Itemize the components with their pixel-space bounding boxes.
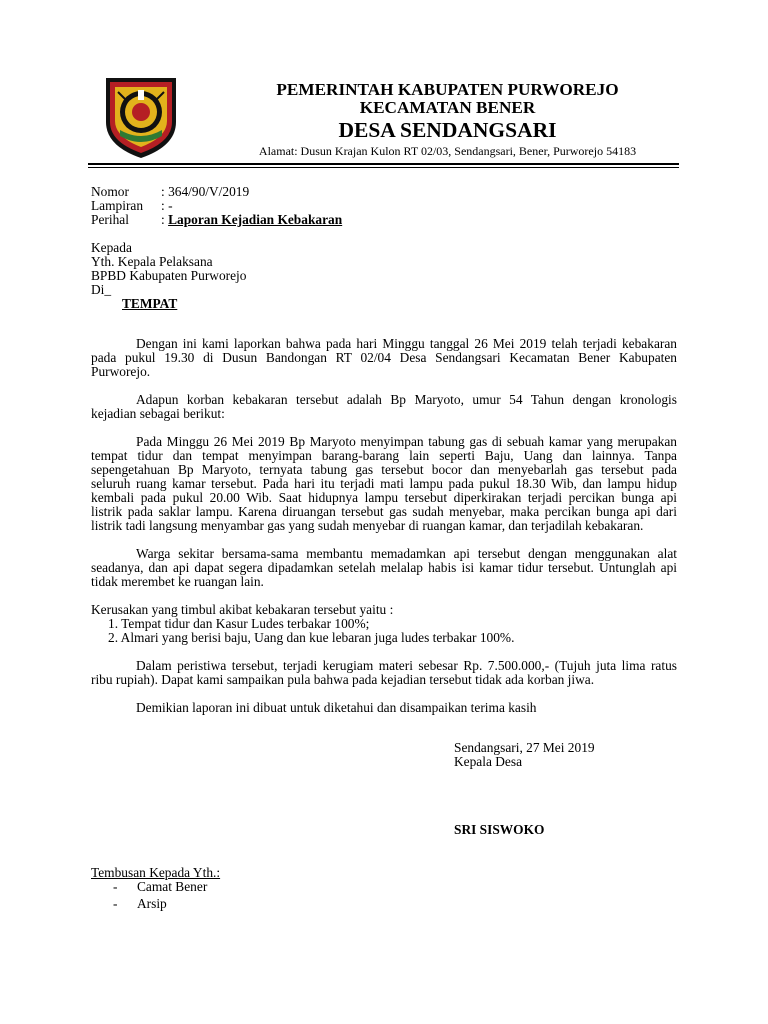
nomor-value: : 364/90/V/2019: [161, 184, 250, 199]
signature-name: SRI SISWOKO: [454, 822, 545, 837]
letterhead-rule: [88, 163, 679, 165]
paragraph-3-line7: listrik tadi langsung menyambar gas yang sudah menyebar di ruangan kamar, dan terjadilah kebakaran.: [91, 518, 644, 533]
nomor-label: Nomor: [91, 184, 129, 199]
regency-coat-of-arms-logo: [96, 70, 186, 160]
paragraph-1-line2: pada pukul 19.30 di Dusun Bandongan RT 02/04 Desa Sendangsari Kecamatan Bener Kabupaten: [91, 350, 677, 365]
cc-heading: Tembusan Kepada Yth.:: [91, 865, 221, 880]
lampiran-value: : -: [161, 198, 173, 213]
cc-item-1: Camat Bener: [137, 879, 208, 894]
cc-bullet-2: -: [113, 896, 118, 911]
damage-intro: Kerusakan yang timbul akibat kebakaran tersebut yaitu :: [91, 602, 394, 617]
closing-line: Demikian laporan ini dibuat untuk diketahui dan disampaikan terima kasih: [136, 700, 537, 715]
perihal-field: [161, 213, 342, 228]
perihal-value: Laporan Kejadian Kebakaran: [168, 212, 343, 227]
cc-item-2: Arsip: [137, 896, 167, 911]
letterhead-village: DESA SENDANGSARI: [338, 118, 557, 142]
paragraph-6-line1: Dalam peristiwa tersebut, terjadi kerugiam materi sebesar Rp. 7.500.000,- (Tujuh juta lima ratus: [136, 658, 677, 673]
paragraph-3-line4: seluruh ruang kamar tersebut. Pada hari itu terjadi mati lampu pada pukul 18.30 Wib, dan lampu hidup: [91, 476, 677, 491]
recipient-tempat: TEMPAT: [122, 296, 178, 311]
paragraph-4-line1: Warga sekitar bersama-sama membantu memadamkan api tersebut dengan menggunakan alat: [136, 546, 677, 561]
paragraph-3-line2: tempat tidur dan tempat menyimpan barang-barang lain seperti Baju, Uang dan lainnya. Tanpa: [91, 448, 677, 463]
letterhead-rule-thin: [88, 167, 679, 168]
recipient-line2: BPBD Kabupaten Purworejo: [91, 268, 247, 283]
signature-place-date: Sendangsari, 27 Mei 2019: [454, 740, 595, 755]
paragraph-6-line2: ribu rupiah). Dapat kami sampaikan pula bahwa pada kejadian tersebut tidak ada korban jiwa.: [91, 672, 595, 687]
paragraph-1-line3: Purworejo.: [91, 364, 151, 379]
perihal-colon: :: [161, 212, 169, 227]
recipient-line3: Di_: [91, 282, 112, 297]
recipient-kepada: Kepada: [91, 240, 132, 255]
paragraph-2-line1: Adapun korban kebakaran tersebut adalah Bp Maryoto, umur 54 Tahun dengan kronologis: [136, 392, 677, 407]
paragraph-4-line2: seadanya, dan api dapat segera dipadamkan setelah melalap habis isi kamar tidur tersebut. Untunglah api: [91, 560, 677, 575]
perihal-label: Perihal: [91, 212, 129, 227]
lampiran-label: Lampiran: [91, 198, 144, 213]
paragraph-3-line3: sepengetahuan Bp Maryoto, ternyata tabung gas tersebut bocor dan menyebarlah gas tersebut pada: [91, 462, 677, 477]
paragraph-1-line1: Dengan ini kami laporkan bahwa pada hari Minggu tanggal 26 Mei 2019 telah terjadi kebakaran: [136, 336, 677, 351]
signature-title: Kepala Desa: [454, 754, 523, 769]
damage-item-2: 2. Almari yang berisi baju, Uang dan kue lebaran juga ludes terbakar 100%.: [108, 630, 515, 645]
letterhead-address: Alamat: Dusun Krajan Kulon RT 02/03, Sendangsari, Bener, Purworejo 54183: [258, 144, 637, 158]
recipient-line1: Yth. Kepala Pelaksana: [91, 254, 213, 269]
cc-bullet-1: -: [113, 879, 118, 894]
paragraph-3-line5: kembali pada pukul 20.00 Wib. Saat hidupnya lampu tersebut diperkirakan terjadi percikan bunga api: [91, 490, 677, 505]
damage-item-1: 1. Tempat tidur dan Kasur Ludes terbakar 100%;: [108, 616, 370, 631]
paragraph-4-line3: tidak merembet ke ruangan lain.: [91, 574, 264, 589]
letterhead-government: PEMERINTAH KABUPATEN PURWOREJO: [276, 80, 619, 99]
paragraph-3-line1: Pada Minggu 26 Mei 2019 Bp Maryoto menyimpan tabung gas di sebuah kamar yang merupakan: [136, 434, 677, 449]
paragraph-2-line2: kejadian sebagai berikut:: [91, 406, 225, 421]
letterhead-district: KECAMATAN BENER: [359, 98, 536, 117]
paragraph-3-line6: listrik pada saklar lampu. Karena diruangan tersebut gas sudah menyebar, maka percikan bunga api dari: [91, 504, 677, 519]
